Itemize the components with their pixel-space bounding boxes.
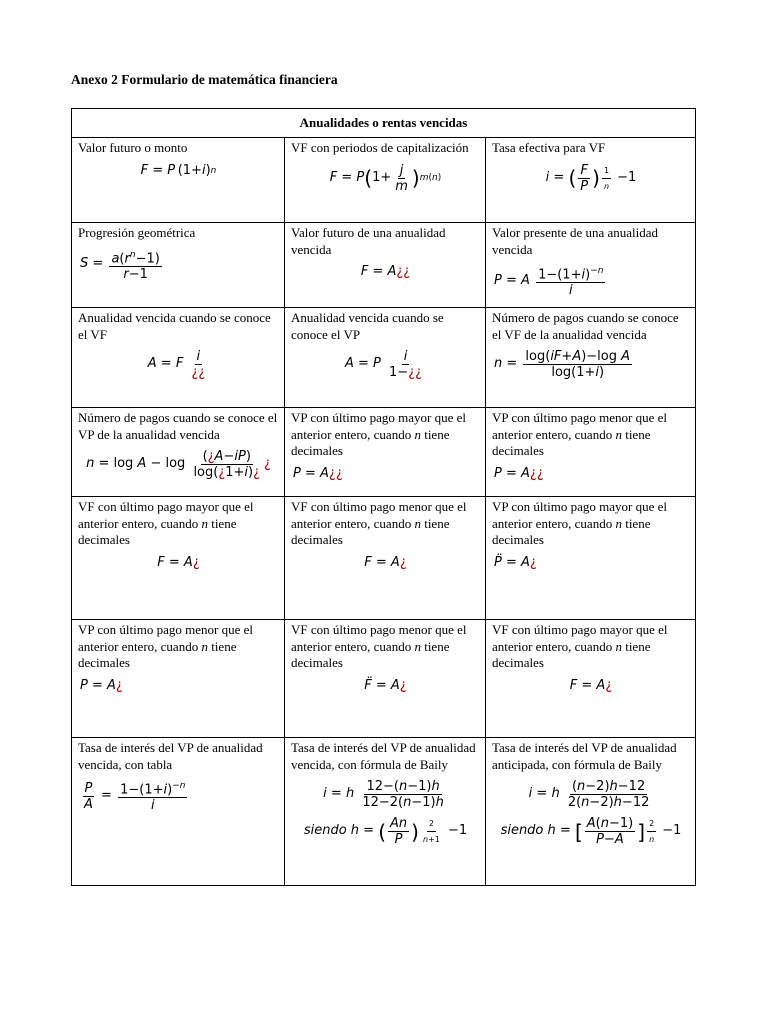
cell-vf-capitalizacion bbox=[285, 138, 486, 223]
cell-anualidad-vp bbox=[285, 308, 486, 408]
formula: siendo h = ( $\frac{An}{P}$ ) $\frac{2}{n+1}$ −1 bbox=[303, 816, 468, 847]
cell-num-pagos-vf bbox=[486, 308, 696, 408]
cell-vf-menor-2 bbox=[285, 620, 486, 738]
cell-label: Valor futuro o monto bbox=[78, 140, 188, 155]
formula: i = h $\frac{(n-2)h-12}{2(n-2)h-12}$ bbox=[528, 779, 650, 810]
cell-label: Tasa de interés del VP de anualidad vencida, con fórmula de Baily bbox=[291, 740, 476, 772]
cell-label: VF con último pago menor que el anterior entero, cuando bbox=[291, 622, 467, 654]
cell-label: VF con último pago mayor que el anterior entero, cuando bbox=[78, 499, 254, 531]
cell-progresion bbox=[72, 223, 285, 308]
cell-label: VF con último pago mayor que el anterior entero, cuando bbox=[492, 622, 668, 654]
formula: i = h $\frac{12-(n-1)h}{12-2(n-1)h}$ bbox=[323, 779, 444, 810]
cell-label: Tasa de interés del VP de anualidad vencida, con tabla bbox=[78, 740, 263, 772]
cell-label: tiene decimales bbox=[78, 515, 237, 547]
cell-vp-mayor-2 bbox=[486, 497, 696, 620]
formula: $\frac{P}{A}$ = $\frac{1-(1+i)^{-n}}{i}$ bbox=[84, 780, 186, 814]
cell-tasa-baily-anticipada bbox=[486, 738, 696, 886]
cell-vf-mayor-2 bbox=[486, 620, 696, 738]
formula: n = $\frac{\text{log(iF+A)−log A}}{\log(1+i)}$ bbox=[494, 349, 631, 380]
formula: P = A $\frac{1-(1+i)^{-n}}{i}$ bbox=[494, 266, 604, 299]
formula-table bbox=[71, 108, 696, 886]
formula: n = log A − log $\frac{(¿A-iP)}{\log(¿1+i)¿}$ ¿ bbox=[86, 449, 271, 480]
cell-label: VP con último pago menor que el anterior entero, cuando bbox=[78, 622, 253, 654]
document-heading: Anexo 2 Formulario de matemática financiera bbox=[71, 72, 338, 87]
cell-label: VP con último pago mayor que el anterior entero, cuando bbox=[492, 499, 667, 531]
cell-tasa-efectiva bbox=[486, 138, 696, 223]
formula: F = P (1+ i ) n bbox=[140, 162, 217, 178]
cell-vf-anualidad bbox=[285, 223, 486, 308]
formula: siendo h = [ $\frac{A(n-1)}{P-A}$ ] $\frac{2}{n}$ −1 bbox=[500, 816, 682, 847]
formula: S = $\frac{a(r^n-1)}{r-1}$ bbox=[80, 249, 160, 282]
cell-num-pagos-vp bbox=[72, 408, 285, 497]
cell-label: VP con último pago mayor que el anterior entero, cuando bbox=[291, 410, 466, 442]
cell-label: VP con último pago menor que el anterior entero, cuando bbox=[492, 410, 667, 442]
formula: F̈ = A ¿ bbox=[364, 677, 407, 693]
cell-tasa-baily-vencida bbox=[285, 738, 486, 886]
n-variable: n bbox=[615, 426, 622, 442]
cell-label: Tasa efectiva para VF bbox=[492, 140, 606, 155]
cell-label: VF con último pago menor que el anterior entero, cuando bbox=[291, 499, 467, 531]
formula: A = P $\frac{i}{1-¿¿}$ bbox=[344, 349, 423, 380]
formula: P = A ¿¿ bbox=[494, 465, 544, 481]
n-variable: n bbox=[615, 638, 622, 654]
formula: P = A ¿¿ bbox=[293, 465, 343, 481]
cell-anualidad-vf bbox=[72, 308, 285, 408]
cell-vf-menor bbox=[285, 497, 486, 620]
cell-vp-anualidad bbox=[486, 223, 696, 308]
cell-tasa-tabla bbox=[72, 738, 285, 886]
cell-label: Tasa de interés del VP de anualidad anticipada, con fórmula de Baily bbox=[492, 740, 677, 772]
cell-label: Número de pagos cuando se conoce el VF de la anualidad vencida bbox=[492, 310, 679, 342]
cell-label: tiene decimales bbox=[291, 426, 450, 458]
cell-label: Valor futuro de una anualidad vencida bbox=[291, 225, 446, 257]
formula: i = ( $\frac{F}{P}$ ) $\frac{1}{n}$ −1 bbox=[545, 162, 637, 194]
n-variable: n bbox=[201, 515, 208, 531]
cell-valor-futuro bbox=[72, 138, 285, 223]
formula: F = A ¿¿ bbox=[360, 264, 411, 279]
formula: P = A ¿ bbox=[80, 677, 123, 693]
cell-vp-mayor bbox=[285, 408, 486, 497]
table-title: Anualidades o rentas vencidas bbox=[72, 109, 696, 138]
cell-label: tiene decimales bbox=[78, 638, 237, 670]
formula: F = A ¿ bbox=[569, 677, 613, 693]
cell-label: Progresión geométrica bbox=[78, 225, 196, 240]
n-variable: n bbox=[414, 638, 421, 654]
cell-vf-mayor bbox=[72, 497, 285, 620]
cell-label: tiene decimales bbox=[492, 426, 651, 458]
cell-label: Valor presente de una anualidad vencida bbox=[492, 225, 659, 257]
n-variable: n bbox=[615, 515, 622, 531]
cell-label: Número de pagos cuando se conoce el VP de la anualidad vencida bbox=[78, 410, 278, 442]
cell-vp-menor-2 bbox=[72, 620, 285, 738]
cell-label: tiene decimales bbox=[291, 515, 450, 547]
cell-label: Anualidad vencida cuando se conoce el VP bbox=[291, 310, 444, 342]
formula: A = F $\frac{i}{¿¿}$ bbox=[147, 349, 206, 380]
n-variable: n bbox=[201, 638, 208, 654]
n-variable: n bbox=[414, 515, 421, 531]
cell-label: VF con periodos de capitalización bbox=[291, 140, 469, 155]
cell-label: tiene decimales bbox=[291, 638, 450, 670]
formula: F = P ( 1+ $\frac{j}{m}$ ) m(n) bbox=[329, 162, 442, 194]
cell-vp-menor bbox=[486, 408, 696, 497]
formula: F = A ¿ bbox=[364, 554, 407, 570]
cell-label: tiene decimales bbox=[492, 515, 651, 547]
cell-label: tiene decimales bbox=[492, 638, 651, 670]
formula: P̈ = A ¿ bbox=[494, 554, 537, 570]
cell-label: Anualidad vencida cuando se conoce el VF bbox=[78, 310, 271, 342]
n-variable: n bbox=[414, 426, 421, 442]
formula: F = A ¿ bbox=[157, 554, 200, 570]
